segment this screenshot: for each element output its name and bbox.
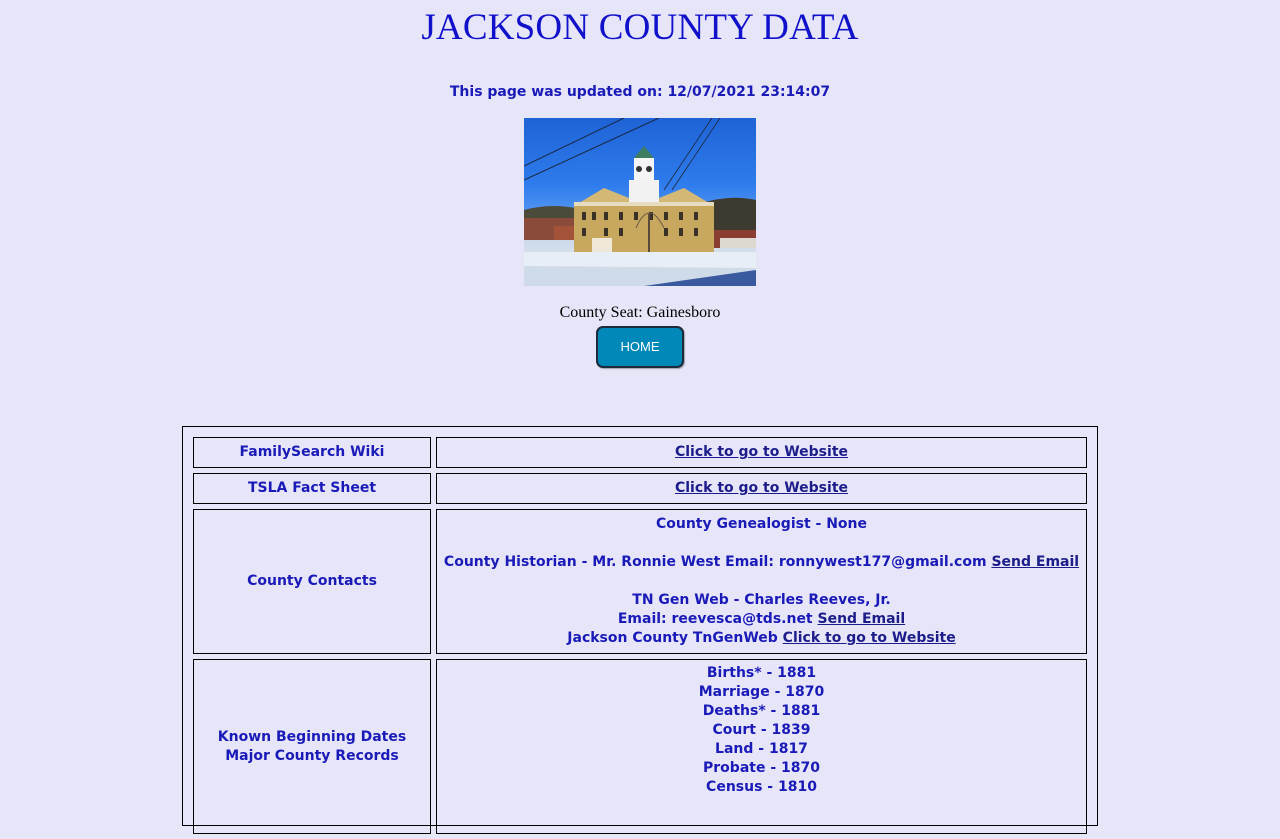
tngenweb-name: TN Gen Web - Charles Reeves, Jr. [632,592,891,608]
record-item: Census - 1810 [706,779,817,795]
record-item: Probate - 1870 [703,760,820,776]
tngenweb-email-text: Email: reevesca@tds.net [617,611,813,627]
county-records-table [188,432,1092,839]
last-updated-text: This page was updated on: 12/07/2021 23:14:07 [449,84,831,100]
label-line-2: Major County Records [225,747,399,764]
record-item: Court - 1839 [712,722,811,738]
tngenweb-site-text: Jackson County TnGenWeb [567,630,778,646]
row-value [436,473,1087,504]
county-seat-text: County Seat: Gainesboro [559,304,721,321]
page-title: JACKSON COUNTY DATA [421,7,859,48]
table-row-familysearch [193,437,1087,468]
row-label [193,659,431,834]
table-row-county-contacts [193,509,1087,654]
row-value [436,437,1087,468]
courthouse-photo [524,118,756,286]
row-label: County Contacts [193,509,431,654]
tngenweb-website-link[interactable]: Click to go to Website [782,630,956,646]
home-button[interactable]: HOME [596,326,684,368]
record-item: Marriage - 1870 [698,684,825,700]
record-item: Births* - 1881 [706,665,817,681]
row-label: TSLA Fact Sheet [193,473,431,504]
historian-text: County Historian - Mr. Ronnie West Email: ronnywest177@gmail.com [443,554,987,570]
row-value [436,659,1087,834]
record-item: Land - 1817 [715,741,808,757]
familysearch-website-link[interactable]: Click to go to Website [674,444,849,460]
tngenweb-send-email-link[interactable]: Send Email [817,611,906,627]
row-label: FamilySearch Wiki [193,437,431,468]
table-row-beginning-dates [193,659,1087,834]
tngenweb-email-line [443,610,1080,629]
row-value [436,509,1087,654]
historian-line [443,553,1080,572]
table-row-tsla [193,473,1087,504]
historian-send-email-link[interactable]: Send Email [991,554,1080,570]
record-item: Deaths* - 1881 [702,703,821,719]
tngenweb-site-line [443,629,1080,648]
label-line-1: Known Beginning Dates [217,728,407,745]
genealogist-text: County Genealogist - None [655,516,868,532]
tsla-website-link[interactable]: Click to go to Website [674,480,849,496]
